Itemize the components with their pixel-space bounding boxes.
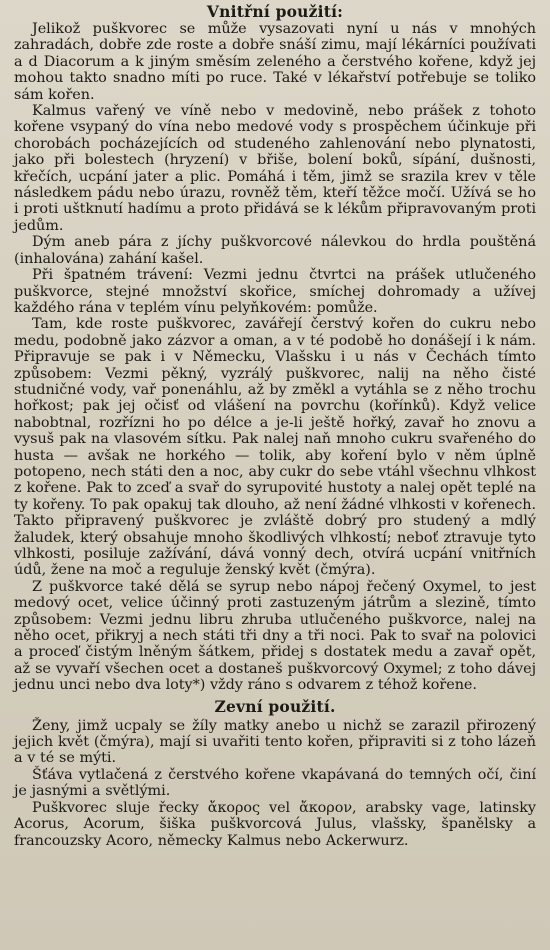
paragraph-internal-3: Dým aneb pára z jíchy puškvorcové nálevkou do hrdla pouštěná (inhalována) zahání kašel. [14,234,536,267]
paragraph-internal-5: Tam, kde roste puškvorec, zavářejí čerstvý kořen do cukru nebo medu, podobně jako zázvor a oman, a v té podobě ho donášejí i k nám. Připravuje se pak i v Německu, Vlašsku i u nás v Čechách tímto způsobem: Vezmi pěkný, vyzrálý puškvorec, nalij na něho čisté studničné vody, vař ponenáhlu, až by změkl a vytáhla se z něho trochu hořkost; pak jej očisť od vlášení na povrchu (kořínků). Když velice nabobtnal, rozřízni ho po délce a je-li ještě hořký, zavař ho znovu a vysuš pak na vlasovém sítku. Pak nalej naň mnoho cukru svařeného do husta — avšak ne horkého — tolik, aby koření bylo v něm úplně potopeno, nech státi den a noc, aby cukr do sebe vtáhl všechnu vlhkost z kořene. Pak to zceď a svař do syrupovité hustoty a nalej opět teplé na ty kořeny. To pak opakuj tak dlouho, až není žádné vlhkosti v kořenech. Takto připravený puškvorec je zvláště dobrý pro studený a mdlý žaludek, který obsahuje mnoho škodlivých vlhkostí; neboť ztravuje tyto vlhkosti, posiluje zažívání, dává vonný dech, otvírá ucpání vnitřních údů, žene na moč a reguluje ženský květ (čmýra). [14,316,536,579]
section-heading-external-use: Zevní použití. [214,696,336,716]
paragraph-external-3: Puškvorec sluje řecky ἄκορος vel ἄκορον, arabsky vage, latinsky Acorus, Acorum, šiška puškvorcová Julus, vlašsky, španělsky a francouzsky Acoro, německy Kalmus nebo Ackerwurz. [14,799,536,849]
paragraph-internal-6: Z puškvorce také dělá se syrup nebo nápoj řečený Oxymel, to jest medový ocet, velice účinný proti zastuzeným játrům a slezině, tímto způsobem: Vezmi jednu libru zhruba utlučeného puškvorce, nalej na něho ocet, přikryj a nech státi tři dny a tři noci. Pak to svař na polovici a proceď čistým lněným šátkem, přidej s dostatek medu a zavař opět, až se vyvaří všechen ocet a dostaneš puškvorcový Oxymel; z toho dávej jednu unci nebo dva loty*) vždy ráno s odvarem z téhož kořene. [14,578,536,694]
paragraph-internal-1: Jelikož puškvorec se může vysazovati nyní u nás v mnohých zahradách, dobře zde roste a dobře snáší zimu, mají lékárníci používati a d Diacorum a k jiným směsím zeleného a čerstvého kořene, když jej mohou takto snadno míti po ruce. Také v lékařství potřebuje se toliko sám kořen. [14,21,536,103]
paragraph-internal-2: Kalmus vařený ve víně nebo v medovině, nebo prášek z tohoto kořene vsypaný do vína nebo medové vody s prospěchem účinkuje při chorobách pocházejících od studeného zahlenování nebo plynatosti, jako při bolestech (hryzení) v břiše, bolení boků, sípání, dušnosti, křečích, ucpání jater a plic. Pomáhá i těm, jimž se srazila krev v těle následkem pádu nebo úrazu, rovněž těm, kteří těžce močí. Užívá se ho i proti uštknutí hadímu a proto přidává se k lékům připravovaným proti jedům. [14,103,536,234]
paragraph-external-2: Šťáva vytlačená z čerstvého kořene vkapávaná do temných očí, činí je jasnými a světlými. [14,766,536,800]
paragraph-external-1: Ženy, jimž ucpaly se žíly matky anebo u nichž se zarazil přirozený jejich květ (čmýra), mají si uvařiti tento kořen, připraviti si z toho lázeň a v té se mýti. [14,717,536,767]
paragraph-internal-4: Při špatném trávení: Vezmi jednu čtvrtci na prášek utlučeného puškvorce, stejné množství skořice, smíchej dohromady a užívej každého rána v teplém vínu pelyňkovém: pomůže. [14,267,536,316]
section-heading-internal-use: Vnitřní použití: [206,2,344,21]
